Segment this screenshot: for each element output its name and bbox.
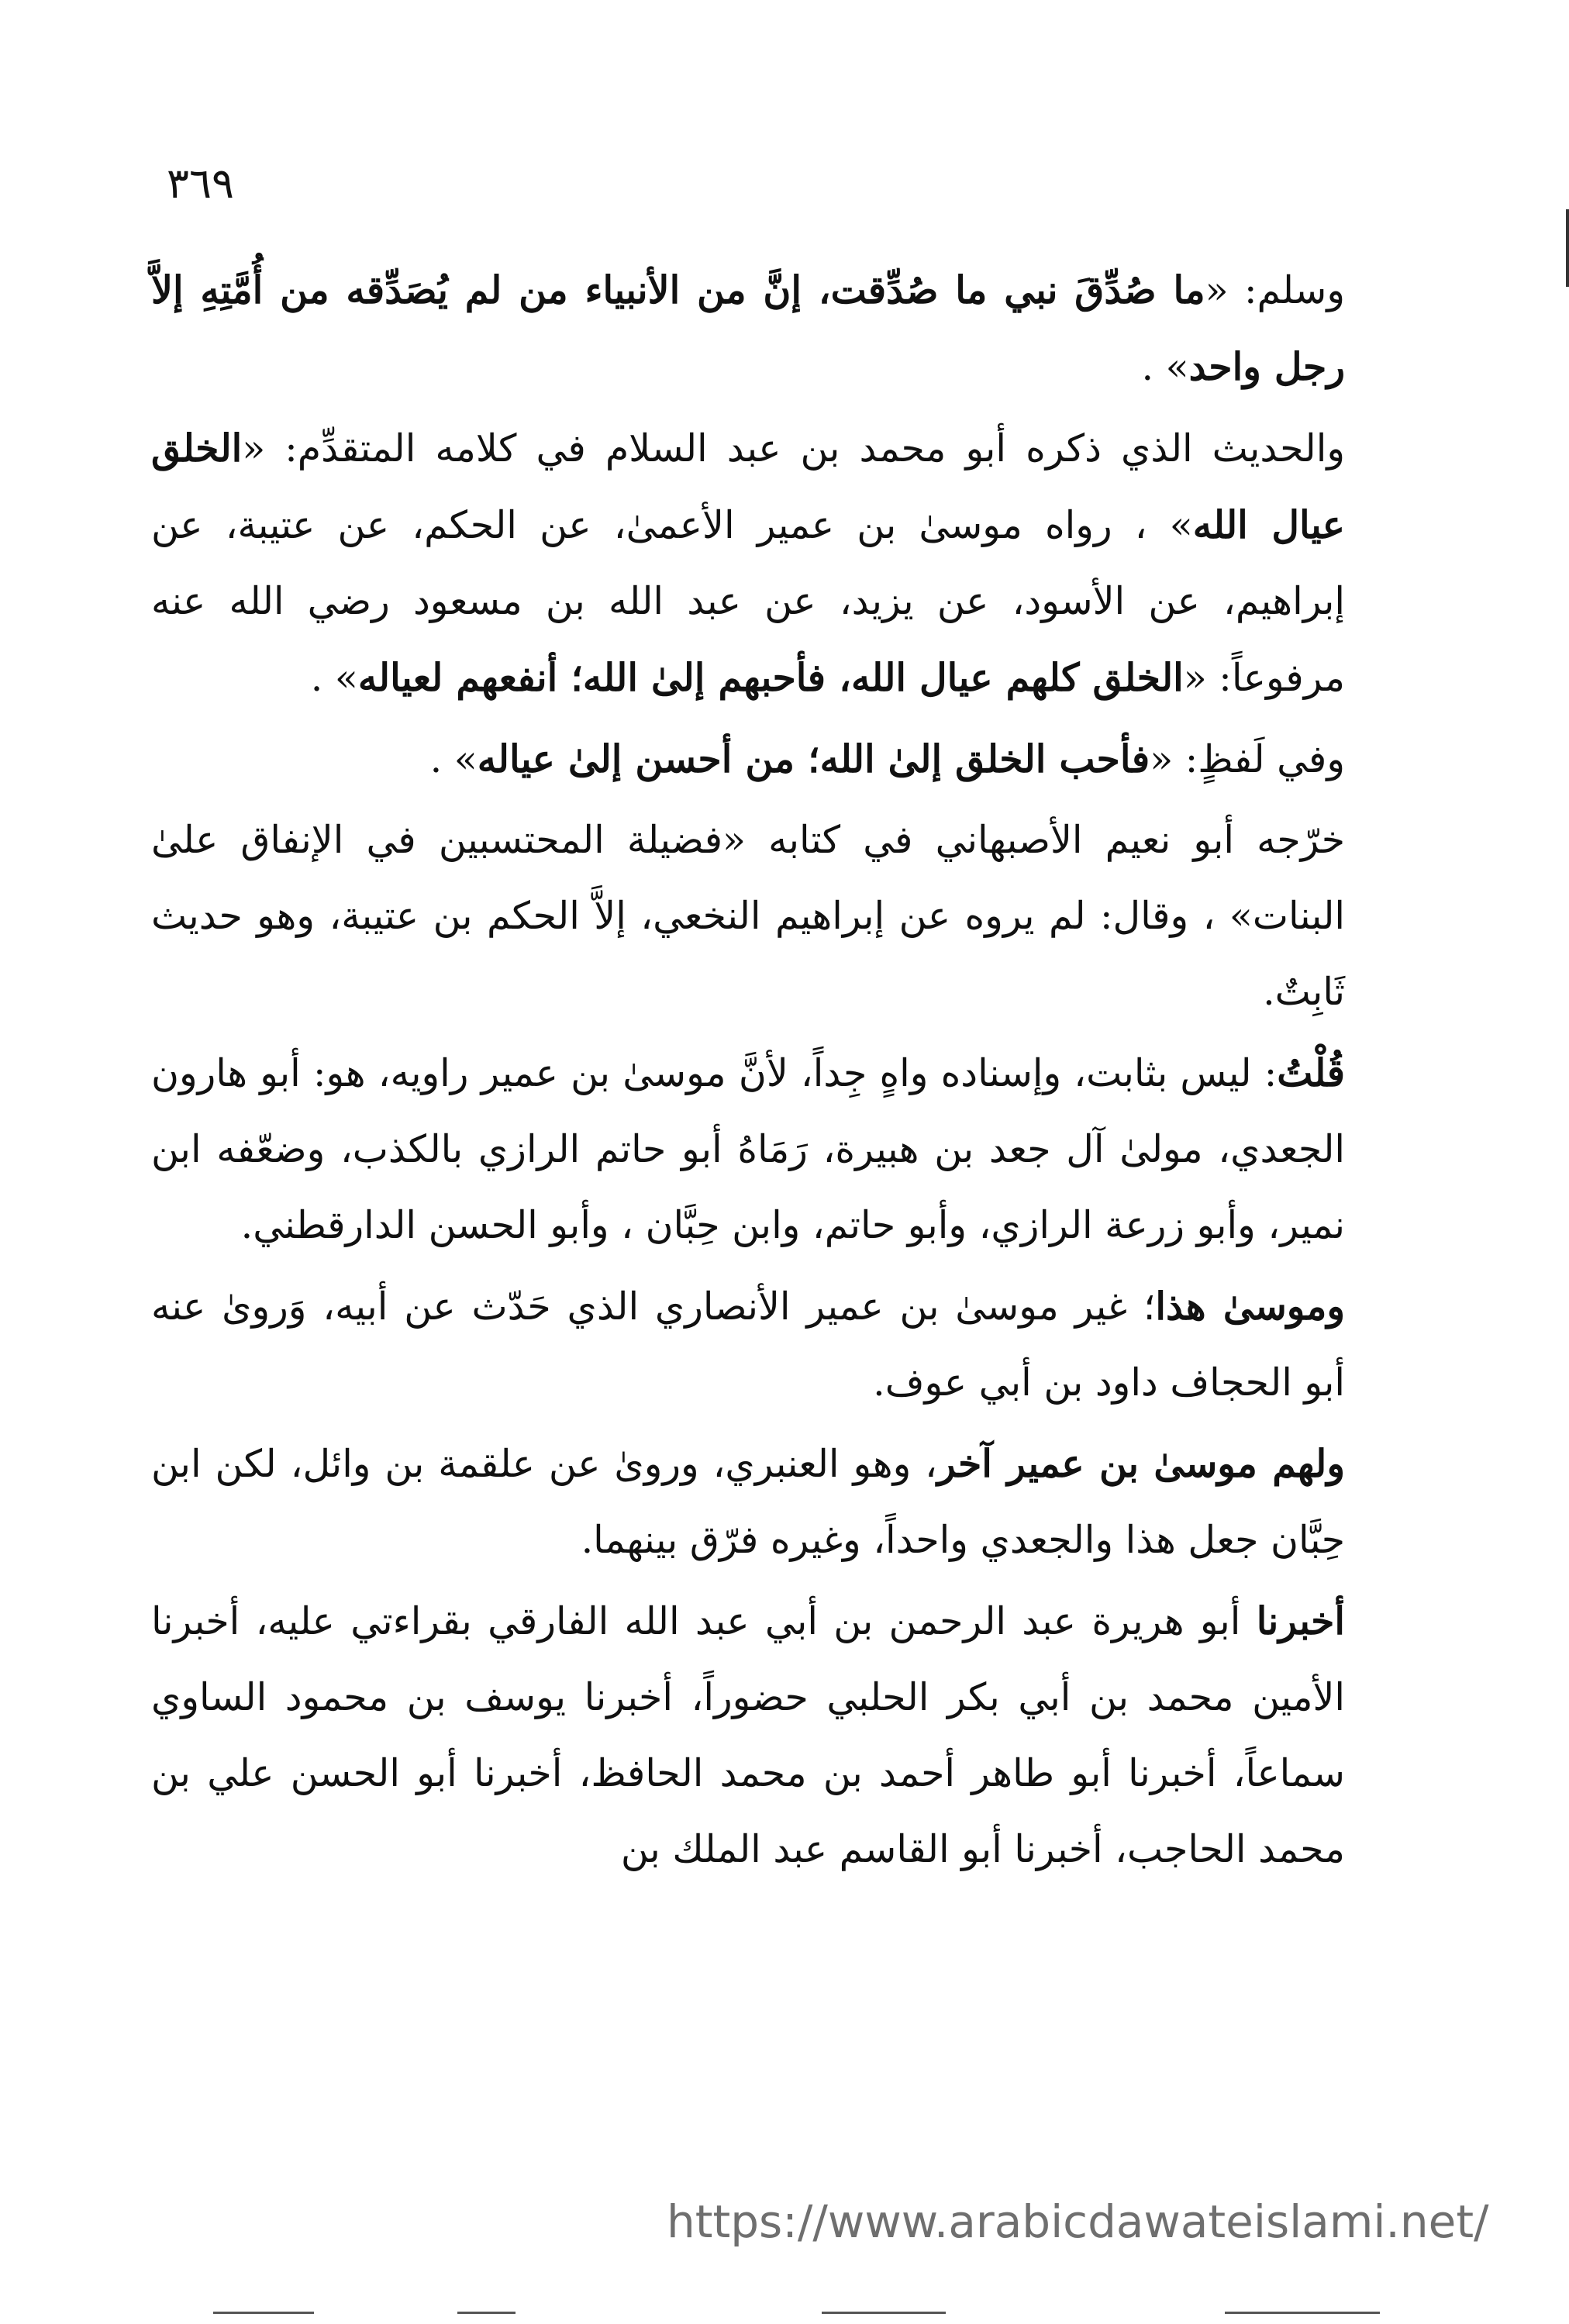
paragraph-2-lead: والحديث الذي ذكره أبو محمد بن عبد السلام في كلامه المتقدِّم: «: [242, 426, 1345, 471]
paragraph-7-heading: ولهم موسىٰ بن عمير آخر: [936, 1441, 1345, 1486]
paragraph-2-quote-2: الخلق كلهم عيال الله، فأحبهم إلىٰ الله؛ أنفعهم لعياله: [357, 655, 1184, 700]
page-number: ٣٦٩: [167, 159, 235, 208]
paragraph-2-tail: » .: [310, 656, 358, 700]
paragraph-6: [151, 1268, 1345, 1421]
paragraph-2: [151, 410, 1345, 716]
paragraph-1-quote: ما صُدِّقَ نبي ما صُدِّقت، إنَّ من الأنبياء من لم يُصَدِّقه من أُمَّتِهِ إلاَّ رجل واحد: [151, 267, 1345, 389]
paragraph-5-heading: قُلْتُ: [1277, 1050, 1345, 1095]
paragraph-1: [151, 252, 1345, 405]
watermark-url: https://www.arabicdawateislami.net/: [667, 2195, 1489, 2248]
paragraph-3: [151, 721, 1345, 798]
bottom-rule-1: [213, 2312, 314, 2314]
page-edge-mark: [1566, 209, 1569, 287]
paragraph-1-tail: » .: [1141, 345, 1189, 389]
paragraph-2-text: » ، رواه موسىٰ بن عمير الأعمىٰ، عن الحكم، عن عتيبة، عن إبراهيم، عن الأسود، عن يزيد، عن عبد الله بن مسعود رضي الله عنه مرفوعاً: «: [151, 503, 1345, 700]
paragraph-7: [151, 1426, 1345, 1578]
paragraph-3-tail: » .: [429, 737, 478, 781]
paragraph-8-heading: أخبرنا: [1256, 1598, 1345, 1643]
paragraph-6-heading: وموسىٰ هذا: [1155, 1284, 1345, 1329]
page-body: [151, 252, 1345, 1892]
bottom-rule-3: [822, 2312, 946, 2314]
paragraph-2-quote: الخلق عيال الله: [151, 426, 1345, 547]
paragraph-4: [151, 802, 1345, 1030]
paragraph-1-lead: وسلم: «: [1205, 268, 1346, 312]
paragraph-6-text: ؛ غير موسىٰ بن عمير الأنصاري الذي حَدّث عن أبيه، وَروىٰ عنه أبو الحجاف داود بن أبي عوف.: [151, 1284, 1345, 1405]
bottom-rule-2: [457, 2312, 516, 2314]
paragraph-4-text: خرّجه أبو نعيم الأصبهاني في كتابه «فضيلة المحتسبين في الإنفاق علىٰ البنات» ، وقال: لم يروه عن إبراهيم النخعي، إلاَّ الحكم بن عتيبة، وهو حديث ثَابِتٌ.: [151, 818, 1345, 1014]
paragraph-8-text: أبو هريرة عبد الرحمن بن أبي عبد الله الفارقي بقراءتي عليه، أخبرنا الأمين محمد بن أبي بكر الحلبي حضوراً، أخبرنا يوسف بن محمود الساوي سماعاً، أخبرنا أبو طاهر أحمد بن محمد الحافظ، أخبرنا أبو الحسن علي بن محمد الحاجب، أخبرنا أبو القاسم عبد الملك بن: [151, 1599, 1345, 1871]
bottom-rule-4: [1225, 2312, 1380, 2314]
paragraph-3-lead: وفي لَفظٍ: «: [1150, 737, 1345, 781]
paragraph-7-text: ، وهو العنبري، وروىٰ عن علقمة بن وائل، لكن ابن حِبَّان جعل هذا والجعدي واحداً، وغيره فرّق بينهما.: [151, 1442, 1345, 1562]
paragraph-3-quote: فأحب الخلق إلىٰ الله؛ من أحسن إلىٰ عياله: [477, 736, 1150, 781]
paragraph-5: [151, 1035, 1345, 1264]
paragraph-8: [151, 1583, 1345, 1888]
paragraph-5-text: : ليس بثابت، وإسناده واهٍ جِداً، لأنَّ موسىٰ بن عمير راويه، هو: أبو هارون الجعدي، مولىٰ آل جعد بن هبيرة، رَمَاهُ أبو حاتم الرازي بالكذب، وضعّفه ابن نمير، وأبو زرعة الرازي، وأبو حاتم، وابن حِبَّان ، وأبو الحسن الدارقطني.: [151, 1051, 1345, 1247]
